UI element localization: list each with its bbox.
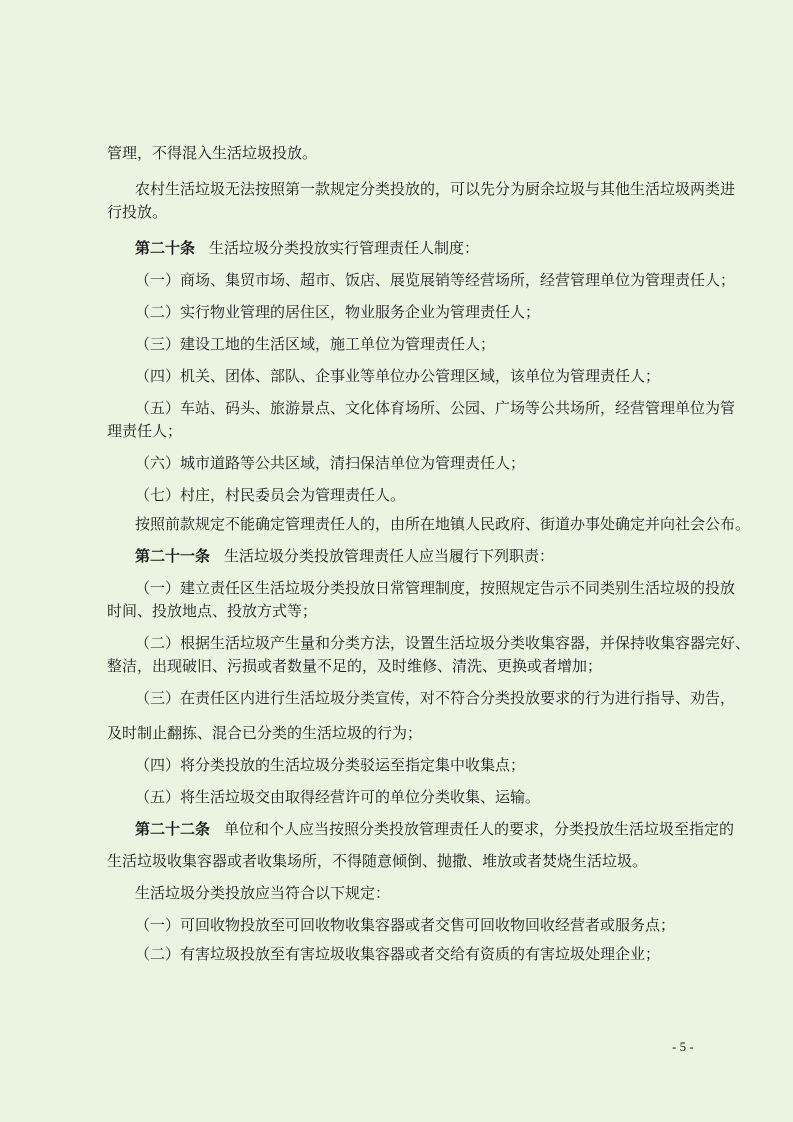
text-line: （一）商场、集贸市场、超市、饭店、展览展销等经营场所，经营管理单位为管理责任人； bbox=[135, 271, 736, 289]
text-line: 整洁，出现破旧、污损或者数量不足的，及时维修、清洗、更换或者增加； bbox=[107, 657, 603, 675]
article-21-heading: 第二十一条 bbox=[135, 547, 211, 565]
text-line: （一）可回收物投放至可回收物收集容器或者交售可回收物回收经营者或服务点； bbox=[135, 916, 676, 934]
text-line: 生活垃圾收集容器或者收集场所，不得随意倾倒、抛撒、堆放或者焚烧生活垃圾。 bbox=[107, 852, 648, 870]
article-20-heading: 第二十条 bbox=[135, 239, 196, 257]
text-line: （四）将分类投放的生活垃圾分类驳运至指定集中收集点； bbox=[135, 756, 526, 774]
text-line: 行投放。 bbox=[107, 203, 168, 221]
text-line: （六）城市道路等公共区域，清扫保洁单位为管理责任人； bbox=[135, 454, 526, 472]
text-line: 生活垃圾分类投放应当符合以下规定： bbox=[135, 884, 391, 902]
article-20-text: 生活垃圾分类投放实行管理责任人制度： bbox=[209, 239, 480, 257]
article-21-line bbox=[135, 546, 554, 566]
text-line: （一）建立责任区生活垃圾分类投放日常管理制度，按照规定告示不同类别生活垃圾的投放 bbox=[135, 579, 736, 597]
text-line: （二）实行物业管理的居住区，物业服务企业为管理责任人； bbox=[135, 303, 541, 321]
text-line: （五）将生活垃圾交由取得经营许可的单位分类收集、运输。 bbox=[135, 788, 541, 806]
article-22-heading: 第二十二条 bbox=[135, 820, 211, 838]
text-line: （二）根据生活垃圾产生量和分类方法，设置生活垃圾分类收集容器，并保持收集容器完好、 bbox=[135, 634, 751, 652]
text-line: 农村生活垃圾无法按照第一款规定分类投放的，可以先分为厨余垃圾与其他生活垃圾两类进 bbox=[135, 180, 736, 198]
text-line: 管理，不得混入生活垃圾投放。 bbox=[107, 144, 318, 162]
text-line: 理责任人； bbox=[107, 422, 183, 440]
text-line: （三）在责任区内进行生活垃圾分类宣传，对不符合分类投放要求的行为进行指导、劝告， bbox=[135, 689, 736, 707]
text-line: （二）有害垃圾投放至有害垃圾收集容器或者交给有资质的有害垃圾处理企业； bbox=[135, 945, 661, 963]
text-line: 及时制止翻拣、混合已分类的生活垃圾的行为； bbox=[107, 724, 423, 742]
article-21-text: 生活垃圾分类投放管理责任人应当履行下列职责： bbox=[224, 547, 555, 565]
text-line: （三）建设工地的生活区域，施工单位为管理责任人； bbox=[135, 335, 496, 353]
page-number: - 5 - bbox=[672, 1039, 694, 1054]
article-22-text: 单位和个人应当按照分类投放管理责任人的要求，分类投放生活垃圾至指定的 bbox=[224, 820, 735, 838]
text-line: 时间、投放地点、投放方式等； bbox=[107, 602, 318, 620]
text-line: （七）村庄，村民委员会为管理责任人。 bbox=[135, 486, 406, 504]
text-line: （四）机关、团体、部队、企事业等单位办公管理区域，该单位为管理责任人； bbox=[135, 367, 661, 385]
article-22-line bbox=[135, 819, 735, 839]
text-line: 按照前款规定不能确定管理责任人的，由所在地镇人民政府、街道办事处确定并向社会公布。 bbox=[135, 515, 751, 533]
text-line: （五）车站、码头、旅游景点、文化体育场所、公园、广场等公共场所，经营管理单位为管 bbox=[135, 399, 736, 417]
article-20-line bbox=[135, 238, 479, 258]
